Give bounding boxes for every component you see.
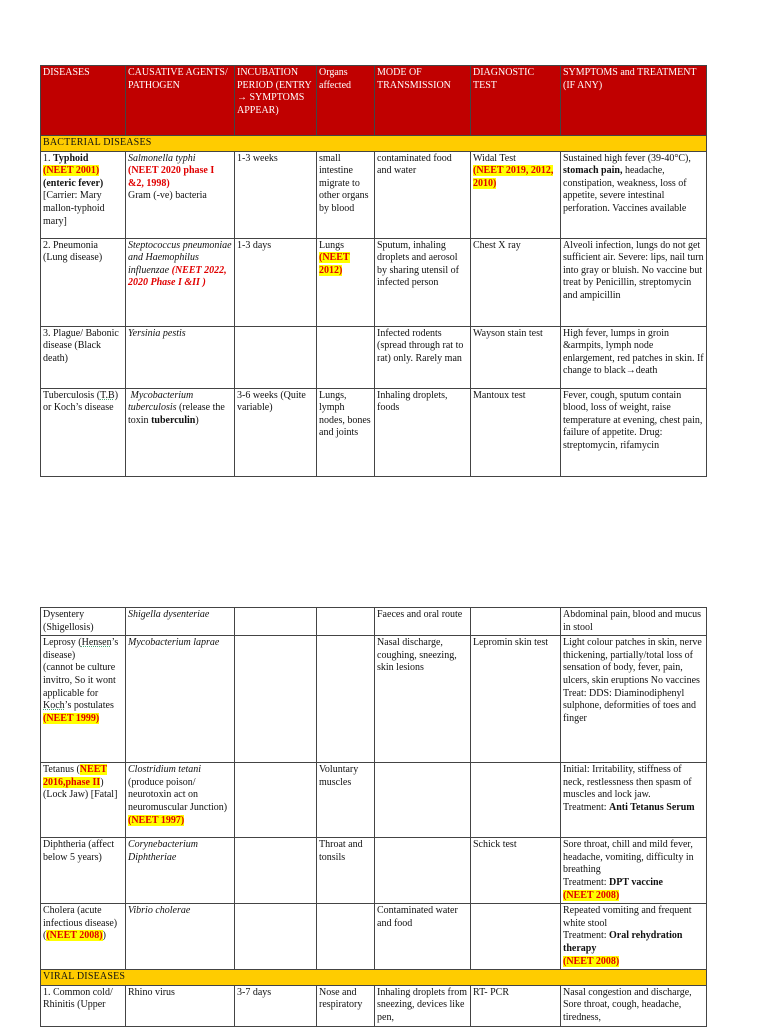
agent-note: (release the toxin bbox=[128, 402, 225, 426]
neet-tag: (NEET 2020 phase I &2, 1998) bbox=[128, 165, 215, 189]
tetanus-mode-cell bbox=[375, 763, 471, 838]
leprosy-mode-cell: Nasal discharge, coughing, sneezing, skin lesions bbox=[375, 636, 471, 763]
leprosy-incubation-cell bbox=[235, 636, 317, 763]
tetanus-disease-cell bbox=[41, 763, 126, 838]
cholera-disease-cell bbox=[41, 904, 126, 970]
tuberculosis-row bbox=[41, 388, 707, 476]
alt-name: (enteric fever) bbox=[43, 177, 104, 189]
agent-name: Salmonella typhi bbox=[128, 152, 196, 164]
agent-name: Mycobacterium tuberculosis bbox=[128, 389, 194, 414]
plague-test-cell: Wayson stain test bbox=[471, 326, 561, 388]
diphtheria-mode-cell bbox=[375, 838, 471, 904]
disease-name: ) bbox=[100, 776, 104, 788]
tb-agent-cell bbox=[126, 388, 235, 476]
pneumonia-agent-cell bbox=[126, 238, 235, 326]
agent-name: Corynebacterium Diphtheriae bbox=[128, 839, 198, 863]
treatment-label: Treatment: bbox=[563, 876, 610, 888]
plague-agent-cell bbox=[126, 326, 235, 388]
neet-tag: (NEET 1997) bbox=[128, 814, 185, 826]
typhoid-mode-cell: contaminated food and water bbox=[375, 151, 471, 238]
treatment-name: DPT vaccine bbox=[609, 876, 663, 888]
diphtheria-row bbox=[41, 838, 707, 904]
leprosy-test-cell: Lepromin skin test bbox=[471, 636, 561, 763]
agent-name: Steptococcus pneumoniae and Haemophilus influenzae bbox=[128, 239, 232, 276]
symptoms-text: headache, constipation, weakness, loss of appetite, severe intestinal perforation. Vaccines available bbox=[563, 165, 687, 214]
symptoms-text: death bbox=[635, 365, 658, 377]
plague-symptoms-cell bbox=[561, 326, 707, 388]
typhoid-symptoms-cell bbox=[561, 151, 707, 238]
neet-tag: (NEET 2008) bbox=[563, 955, 620, 967]
diphtheria-organs-cell: Throat and tonsils bbox=[317, 838, 375, 904]
agent-note: (produce poison/ neurotoxin act on neuromuscular Junction) bbox=[128, 776, 228, 813]
tetanus-agent-cell bbox=[126, 763, 235, 838]
neet-tag: (NEET 2019, 2012, 2010) bbox=[473, 165, 554, 189]
disease-table-page-1 bbox=[40, 65, 707, 477]
diphtheria-incubation-cell bbox=[235, 838, 317, 904]
organ-name: Lungs bbox=[319, 239, 344, 251]
plague-organs-cell bbox=[317, 326, 375, 388]
header-diseases: DISEASES bbox=[41, 66, 126, 136]
diphtheria-disease-cell: Diphtheria (affect below 5 years) bbox=[41, 838, 126, 904]
header-symptoms-treatment: SYMPTOMS and TREATMENT (IF ANY) bbox=[561, 66, 707, 136]
typhoid-disease-cell bbox=[41, 151, 126, 238]
dysentery-organs-cell bbox=[317, 608, 375, 636]
cold-test-cell: RT- PCR bbox=[471, 985, 561, 1026]
cholera-row bbox=[41, 904, 707, 970]
disease-name: ) or Koch’s disease bbox=[43, 389, 119, 414]
symptoms-text: Sore throat, chill and mild fever, headache, vomiting, difficulty in breathing bbox=[563, 839, 694, 876]
disease-name: Tuberculosis ( bbox=[43, 389, 101, 401]
agent-note: ) bbox=[195, 414, 199, 426]
tb-organs-cell: Lungs, lymph nodes, bones and joints bbox=[317, 388, 375, 476]
disease-table-page-2 bbox=[40, 607, 707, 1027]
disease-note: ’s postulates bbox=[64, 700, 114, 712]
cold-mode-cell: Inhaling droplets from sneezing, devices like pen, bbox=[375, 985, 471, 1026]
cold-organs-cell: Nose and respiratory bbox=[317, 985, 375, 1026]
symptoms-text: stomach pain, bbox=[563, 165, 623, 177]
diphtheria-test-cell: Schick test bbox=[471, 838, 561, 904]
pneumonia-symptoms-cell: Alveoli infection, lungs do not get sufficient air. Severe: lips, nail turn into gray or bluish. No vaccine but treat by Penicillin, streptomycin and ampicillin bbox=[561, 238, 707, 326]
pneumonia-row bbox=[41, 238, 707, 326]
disease-name: Cholera (acute infectious disease) ( bbox=[43, 905, 118, 942]
viral-diseases-band: VIRAL DISEASES bbox=[41, 970, 707, 986]
disease-name: Tetanus ( bbox=[43, 764, 80, 776]
header-incubation-period: INCUBATION PERIOD (ENTRY → SYMPTOMS APPEAR) bbox=[235, 66, 317, 136]
tetanus-organs-cell: Voluntary muscles bbox=[317, 763, 375, 838]
bacterial-diseases-band: BACTERIAL DISEASES bbox=[41, 136, 707, 152]
leprosy-symptoms-cell: Light colour patches in skin, nerve thickening, partially/total loss of sensation of body, fever, pain, ulcers, skin eruptions No vaccines Treat: DDS: Diaminodiphenyl sulphone, deformities of toes and finger bbox=[561, 636, 707, 763]
header-mode-of-transmission: MODE OF TRANSMISSION bbox=[375, 66, 471, 136]
cold-symptoms-cell: Nasal congestion and discharge, Sore throat, cough, headache, tiredness, bbox=[561, 985, 707, 1026]
diphtheria-symptoms-cell bbox=[561, 838, 707, 904]
agent-name: Clostridium tetani bbox=[128, 764, 202, 776]
header-diagnostic-test: DIAGNOSTIC TEST bbox=[471, 66, 561, 136]
dysentery-row bbox=[41, 608, 707, 636]
plague-incubation-cell bbox=[235, 326, 317, 388]
pneumonia-incubation-cell: 1-3 days bbox=[235, 238, 317, 326]
disease-abbr: T.B bbox=[100, 389, 115, 401]
neet-tag: (NEET 2012) bbox=[319, 252, 350, 276]
disease-note: (cannot be culture invitro, So it wont applicable for bbox=[43, 662, 116, 699]
leprosy-organs-cell bbox=[317, 636, 375, 763]
symptoms-text: Repeated vomiting and frequent white stool bbox=[563, 905, 692, 929]
dysentery-agent-cell bbox=[126, 608, 235, 636]
cold-agent-cell: Rhino virus bbox=[126, 985, 235, 1026]
symptoms-text: Sustained high fever (39-40°C), bbox=[563, 152, 691, 164]
agent-name: Mycobacterium laprae bbox=[128, 637, 220, 649]
plague-disease-cell: 3. Plague/ Babonic disease (Black death) bbox=[41, 326, 126, 388]
typhoid-organs-cell: small intestine migrate to other organs by blood bbox=[317, 151, 375, 238]
carrier-note: [Carrier: Mary mallon-typhoid mary] bbox=[43, 190, 105, 227]
symptoms-text: High fever, lumps in groin &armpits, lymph node enlargement, red patches in skin. If change to black bbox=[563, 327, 704, 377]
header-row bbox=[41, 66, 707, 136]
disease-name: Typhoid bbox=[53, 152, 89, 164]
tetanus-incubation-cell bbox=[235, 763, 317, 838]
arrow-icon: → bbox=[625, 365, 636, 377]
dysentery-disease-cell: Dysentery (Shigellosis) bbox=[41, 608, 126, 636]
treatment-label: Treatment: bbox=[563, 930, 610, 942]
disease-name: ’s disease) bbox=[43, 637, 119, 661]
neet-tag: (NEET 1999) bbox=[43, 712, 100, 724]
pneumonia-disease-cell: 2. Pneumonia (Lung disease) bbox=[41, 238, 126, 326]
treatment-name: Anti Tetanus Serum bbox=[609, 801, 695, 813]
diphtheria-agent-cell bbox=[126, 838, 235, 904]
alt-name: (Lock Jaw) [Fatal] bbox=[43, 789, 118, 801]
dysentery-incubation-cell bbox=[235, 608, 317, 636]
bacterial-band-row bbox=[41, 136, 707, 152]
disease-eponym: Hensen bbox=[81, 637, 112, 649]
plague-mode-cell: Infected rodents (spread through rat to rat) only. Rarely man bbox=[375, 326, 471, 388]
agent-note: Gram (-ve) bacteria bbox=[128, 190, 207, 202]
dysentery-mode-cell: Faeces and oral route bbox=[375, 608, 471, 636]
leprosy-agent-cell bbox=[126, 636, 235, 763]
tb-test-cell: Mantoux test bbox=[471, 388, 561, 476]
typhoid-test-cell bbox=[471, 151, 561, 238]
treatment-label: Treatment: bbox=[563, 801, 610, 813]
neet-tag: NEET 2016,phase II bbox=[43, 764, 108, 788]
leprosy-disease-cell bbox=[41, 636, 126, 763]
row-number: 1. bbox=[43, 152, 53, 164]
cold-incubation-cell: 3-7 days bbox=[235, 985, 317, 1026]
dysentery-symptoms-cell: Abdominal pain, blood and mucus in stool bbox=[561, 608, 707, 636]
toxin-name: tuberculin bbox=[151, 414, 196, 426]
tetanus-row bbox=[41, 763, 707, 838]
typhoid-agent-cell bbox=[126, 151, 235, 238]
header-causative-agents: CAUSATIVE AGENTS/ PATHOGEN bbox=[126, 66, 235, 136]
neet-tag: (NEET 2008) bbox=[563, 889, 620, 901]
leprosy-row bbox=[41, 636, 707, 763]
typhoid-row bbox=[41, 151, 707, 238]
koch-name: Koch bbox=[43, 700, 65, 712]
pneumonia-mode-cell: Sputum, inhaling droplets and aerosol by sharing utensil of infected person bbox=[375, 238, 471, 326]
neet-tag: (NEET 2008) bbox=[46, 930, 103, 942]
disease-name: Leprosy ( bbox=[43, 637, 82, 649]
common-cold-row bbox=[41, 985, 707, 1026]
plague-row bbox=[41, 326, 707, 388]
tb-mode-cell: Inhaling droplets, foods bbox=[375, 388, 471, 476]
tb-incubation-cell: 3-6 weeks (Quite variable) bbox=[235, 388, 317, 476]
neet-tag: (NEET 2022, 2020 Phase I &II ) bbox=[128, 264, 227, 289]
symptoms-text: Initial: Irritability, stiffness of neck, restlessness then spasm of muscles and lock jaw. bbox=[563, 764, 692, 801]
cholera-incubation-cell bbox=[235, 904, 317, 970]
cholera-organs-cell bbox=[317, 904, 375, 970]
tb-symptoms-cell: Fever, cough, sputum contain blood, loss of weight, raise temperature at evening, chest pain, failure of appetite. Drug: streptomycin, rifamycin bbox=[561, 388, 707, 476]
cholera-symptoms-cell bbox=[561, 904, 707, 970]
typhoid-incubation-cell: 1-3 weeks bbox=[235, 151, 317, 238]
cold-disease-cell: 1. Common cold/ Rhinitis (Upper bbox=[41, 985, 126, 1026]
agent-name: Yersinia pestis bbox=[128, 327, 186, 339]
cholera-mode-cell: Contaminated water and food bbox=[375, 904, 471, 970]
treatment-name: Oral rehydration therapy bbox=[563, 930, 683, 954]
agent-name: Vibrio cholerae bbox=[128, 905, 191, 917]
test-name: Widal Test bbox=[473, 152, 516, 164]
disease-name: ) bbox=[102, 930, 106, 942]
tb-disease-cell bbox=[41, 388, 126, 476]
pneumonia-test-cell: Chest X ray bbox=[471, 238, 561, 326]
tetanus-symptoms-cell bbox=[561, 763, 707, 838]
neet-tag: (NEET 2001) bbox=[43, 165, 100, 177]
tetanus-test-cell bbox=[471, 763, 561, 838]
pneumonia-organs-cell bbox=[317, 238, 375, 326]
header-organs-affected: Organs affected bbox=[317, 66, 375, 136]
dysentery-test-cell bbox=[471, 608, 561, 636]
agent-name: Shigella dysenteriae bbox=[128, 609, 210, 620]
cholera-test-cell bbox=[471, 904, 561, 970]
viral-band-row bbox=[41, 970, 707, 986]
cholera-agent-cell bbox=[126, 904, 235, 970]
